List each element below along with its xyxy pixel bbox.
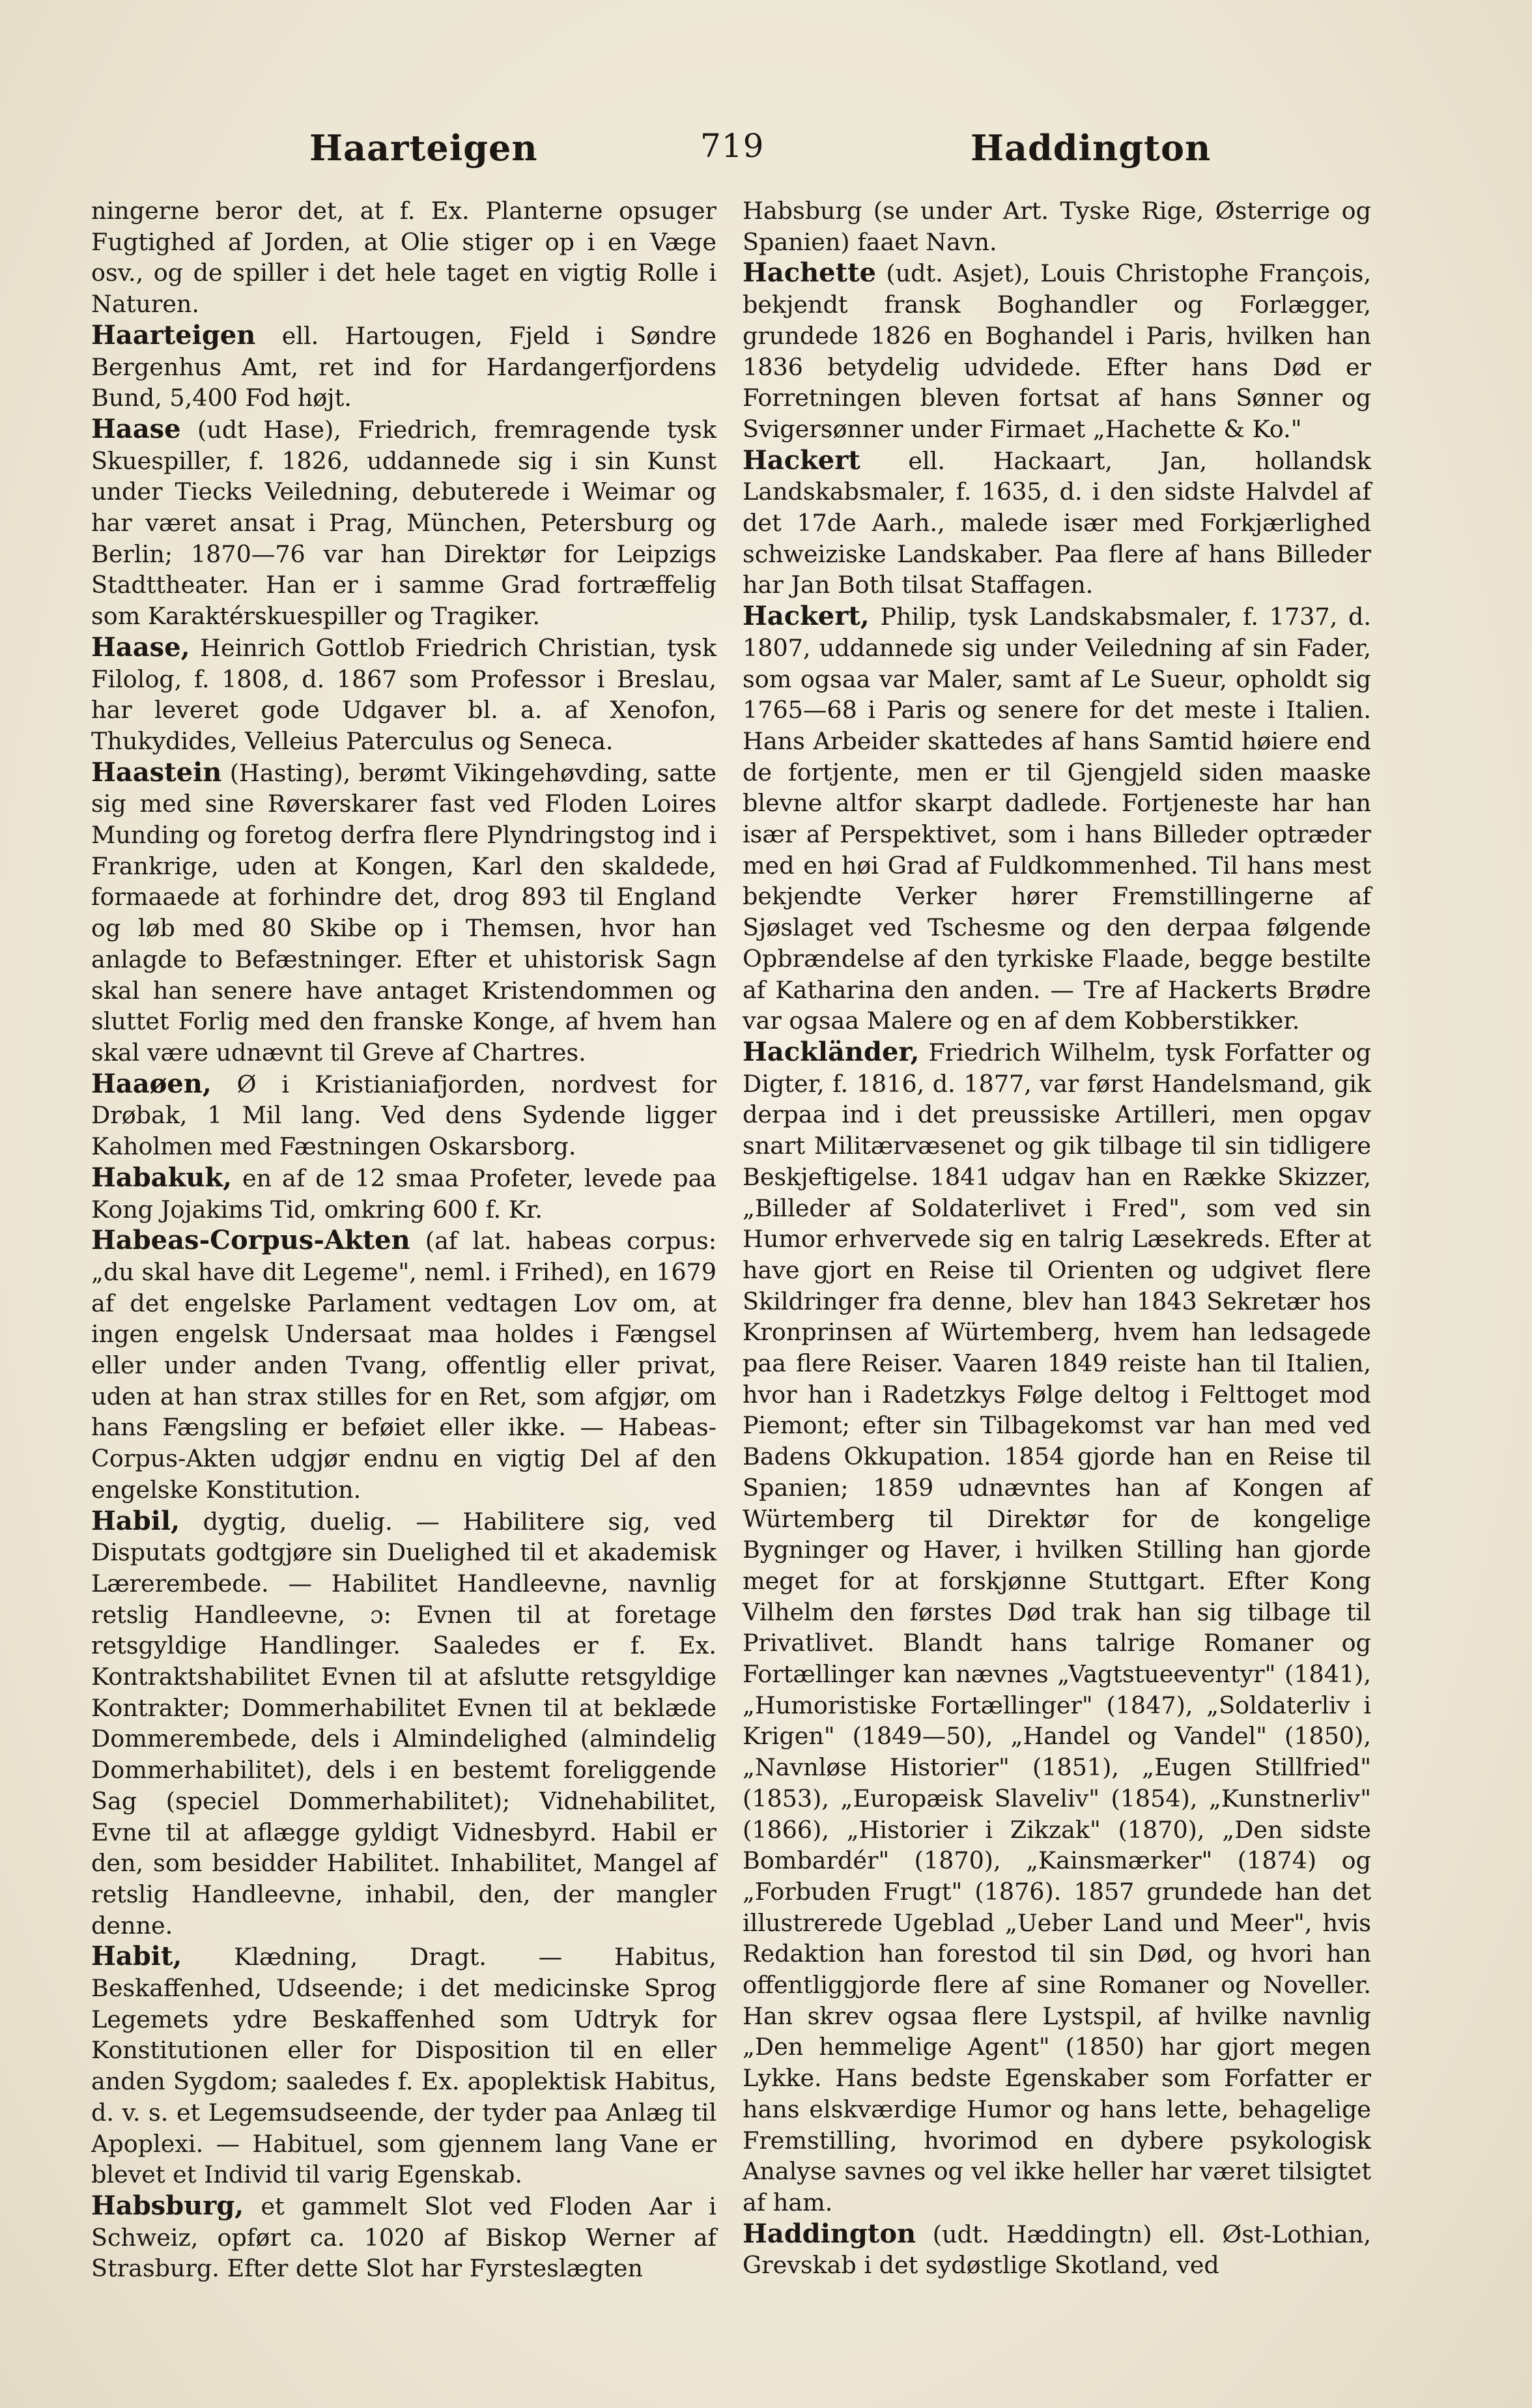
headword: Hackert (743, 444, 860, 476)
headword: Hackländer, (743, 1036, 920, 1067)
headword: Haddington (743, 2218, 916, 2249)
header-right-guideword: Haddington (971, 127, 1212, 169)
right-column (743, 195, 1371, 2281)
entry: Hackert, Philip, tysk Landskabsmaler, f. 1737, d. 1807, uddannede sig under Veiledning af sin Fader, som ogsaa var Maler, samt af Le Sueur, opholdt sig 1765—68 i Paris og senere for det meste i Italien. Hans Arbeider skattedes af hans Samtid høiere end de fortjente, men er til Gjengjeld siden maaske blevne altfor skarpt dadlede. Fortjeneste har han især af Perspektivet, som i hans Billeder optræder med en høi Grad af Fuldkommenhed. Til hans mest bekjendte Verker hører Fremstillingerne af Sjøslaget ved Tschesme og den derpaa følgende Opbrændelse af den tyrkiske Flaade, begge bestilte af Katharina den anden. — Tre af Hackerts Brødre var ogsaa Malere og en af dem Kobberstikker. (743, 601, 1371, 1035)
entry: Haastein (Hasting), berømt Vikingehøvding, satte sig med sine Røverskarer fast ved Floden Loires Munding og foretog derfra flere Plyndringstog ind i Frankrige, uden at Kongen, Karl den skaldede, formaaede at forhindre det, drog 893 til England og løb med 80 Skibe op i Themsen, hvor han anlagde to Befæstninger. Efter et uhistorisk Sagn skal han senere have antaget Kristendommen og sluttet Forlig med den franske Konge, af hvem han skal være udnævnt til Greve af Chartres. (91, 756, 716, 1067)
headword: Haastein (91, 756, 222, 788)
entry-continuation: Habsburg (se under Art. Tyske Rige, Østerrige og Spanien) faaet Navn. (743, 197, 1371, 256)
headword: Hackert, (743, 601, 870, 632)
entry-continuation: ningerne beror det, at f. Ex. Planterne opsuger Fugtighed af Jorden, at Olie stiger op i en Væge osv., og de spiller i det hele taget en vigtig Rolle i Naturen. (91, 197, 716, 319)
headword: Habakuk, (91, 1162, 233, 1193)
headword: Haarteigen (91, 319, 256, 351)
headword: Haase, (91, 631, 190, 663)
headword: Haaøen, (91, 1068, 212, 1099)
headword: Hachette (743, 257, 876, 289)
headword: Habeas-Corpus-Akten (91, 1225, 410, 1256)
entry: Haase (udt Hase), Friedrich, fremragende tysk Skuespiller, f. 1826, uddannede sig i sin Kunst under Tiecks Veiledning, debuterede i Weimar og har været ansat i Prag, München, Petersburg og Berlin; 1870—76 var han Direktør for Leipzigs Stadttheater. Han er i samme Grad fortræffelig som Karaktérskuespiller og Tragiker. (91, 413, 716, 631)
entry: Habsburg, et gammelt Slot ved Floden Aar i Schweiz, opført ca. 1020 af Biskop Werner af Strasburg. Efter dette Slot har Fyrsteslægten (91, 2190, 716, 2283)
headword: Habil, (91, 1505, 180, 1536)
left-column (91, 195, 716, 2284)
page-number: 719 (700, 127, 765, 165)
entry: Haaøen, Ø i Kristianiafjorden, nordvest for Drøbak, 1 Mil lang. Ved dens Sydende ligger Kaholmen med Fæstningen Oskarsborg. (91, 1068, 716, 1161)
entry: Hackert ell. Hackaart, Jan, hollandsk Landskabsmaler, f. 1635, d. i den sidste Halvdel af det 17de Aarh., malede især med Forkjærlighed schweiziske Landskaber. Paa flere af hans Billeder har Jan Both tilsat Staffagen. (743, 444, 1371, 599)
headword: Habit, (91, 1941, 182, 1972)
entry: Haddington (udt. Hæddingtn) ell. Øst-Lothian, Grevskab i det sydøstlige Skotland, ved (743, 2218, 1371, 2280)
header-left-guideword: Haarteigen (309, 127, 538, 169)
entry: Habit, Klædning, Dragt. — Habitus, Beskaffenhed, Udseende; i det medicinske Sprog Legemets ydre Beskaffenhed som Udtryk for Konstitutionen eller for Dispositiоn til en eller anden Sygdom; saaledes f. Ex. apoplektisk Habitus, d. v. s. et Legemsudseende, der tyder paa Anlæg til Apoplexi. — Habituel, som gjennem lang Vane er blevet et Individ til varig Egenskab. (91, 1941, 717, 2189)
running-header (91, 127, 1459, 179)
entry: Habil, dygtig, duelig. — Habilitere sig, ved Disputats godtgjøre sin Duelighed til et akademisk Lærerembede. — Habilitet Handleevne, navnlig retslig Handleevne, ɔ: Evnen til at foretage retsgyldige Handlinger. Saaledes er f. Ex. Kontraktshabilitet Evnen til at afslutte retsgyldige Kontrakter; Dommerhabilitet Evnen til at beklæde Dommerembede, dels i Almindelighed (almindelig Dommerhabilitet), dels i en bestemt foreliggende Sag (speciel Dommerhabilitet); Vidnehabilitet, Evne til at aflægge gyldigt Vidnesbyrd. Habil er den, som besidder Habilitet. Inhabilitet, Mangel af retslig Handleevne, inhabil, den, der mangler denne. (91, 1505, 716, 1940)
headword: Haase (91, 413, 181, 444)
entry: Haarteigen ell. Hartougen, Fjeld i Søndre Bergenhus Amt, ret ind for Hardangerfjordens Bund, 5,400 Fod højt. (91, 319, 716, 412)
entry: Habeas-Corpus-Akten (af lat. habeas corpus: „du skal have dit Legeme", neml. i Frihed), en 1679 af det engelske Parlament vedtagen Lov om, at ingen engelsk Undersaat maa holdes i Fængsel eller under anden Tvang, offentlig eller privat, uden at han strax stilles for en Ret, som afgjør, om hans Fængsling er beføiet eller ikke. — Habeas-Corpus-Akten udgjør endnu en vigtig Del af den engelske Konstitution. (91, 1225, 716, 1504)
entry: Haase, Heinrich Gottlob Friedrich Christian, tysk Filolog, f. 1808, d. 1867 som Professor i Breslau, har leveret gode Udgaver bl. a. af Xenofon, Thukydides, Velleius Paterculus og Seneca. (91, 631, 716, 755)
entry: Hackländer, Friedrich Wilhelm, tysk Forfatter og Digter, f. 1816, d. 1877, var først Handelsmand, gik derpaa ind i det preussiske Artilleri, men opgav snart Militærvæsenet og gik tilbage til sin tidligere Beskjeftigelse. 1841 udgav han en Række Skizzer, „Billeder af Soldaterlivet i Fred", som ved sin Humor erhvervede sig en talrig Læsekreds. Efter at have gjort en Reise til Orienten og udgivet flere Skildringer fra denne, blev han 1843 Sekretær hos Kronprinsen af Würtemberg, hvem han ledsagede paa flere Reiser. Vaaren 1849 reiste han til Italien, hvor han i Radetzkys Følge deltog i Felttoget mod Piemont; efter sin Tilbagekomst var han med ved Badens Okkupation. 1854 gjorde han en Reise til Spanien; 1859 udnævntes han af Kongen af Würtemberg til Direktør for de kongelige Bygninger og Haver, i hvilken Stilling han gjorde meget for at forskjønne Stuttgart. Efter Kong Vilhelm den førstes Død trak han sig tilbage til Privatlivet. Blandt hans talrige Romaner og Fortællinger kan nævnes „Vagtstueeventyr" (1841), „Humoristiske Fortællinger" (1847), „Soldaterliv i Krigen" (1849—50), „Handel og Vandel" (1850), „Navnløse Historier" (1851), „Eugen Stillfried" (1853), „Europæisk Slaveliv" (1854), „Kunstnerliv" (1866), „Historier i Zikzak" (1870), „Den sidste Bombardér" (1870), „Kainsmærker" (1874) og „Forbuden Frugt" (1876). 1857 grundede han det illustrerede Ugeblad „Ueber Land und Meer", hvis Redaktion han forestod til sin Død, og hvori han offentliggjorde flere af sine Romaner og Noveller. Han skrev ogsaa flere Lystspil, af hvilke navnlig „Den hemmelige Agent" (1850) har gjort megen Lykke. Hans bedste Egenskaber som Forfatter er hans elskværdige Humor og hans lette, behagelige Fremstilling, hvorimod en dybere psykologisk Analyse savnes og vel ikke heller har været tilsigtet af ham. (743, 1036, 1371, 2216)
entry: Hachette (udt. Asjet), Louis Christophe François, bekjendt fransk Boghandler og Forlægger, grundede 1826 en Boghandel i Paris, hvilken han 1836 betydelig udvidede. Efter hans Død er Forretningen bleven fortsat af hans Sønner og Svigersønner under Firmaet „Hachette & Ko." (743, 257, 1371, 443)
entry: Habakuk, en af de 12 smaa Profeter, levede paa Kong Jojakims Tid, omkring 600 f. Kr. (91, 1162, 716, 1224)
headword: Habsburg, (91, 2190, 244, 2221)
